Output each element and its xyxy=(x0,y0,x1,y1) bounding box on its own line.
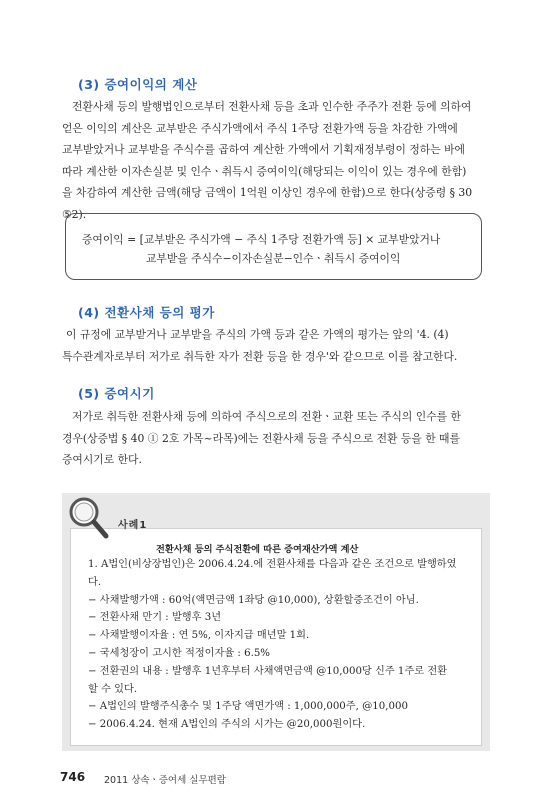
paragraph-line: 이 규정에 교부받거나 교부받을 주식의 가액 등과 같은 가액의 평가는 앞의 '4. (4) xyxy=(66,328,449,341)
example-line: − 2006.4.24. 현재 A법인의 주식의 시가는 @20,000원이다. xyxy=(88,719,366,731)
section-5-paragraph xyxy=(62,406,488,471)
paragraph-line: 따라 계산한 이자손실분 및 인수ㆍ취득시 증여이익(해당되는 이익이 있는 경우에 한함) xyxy=(62,164,467,178)
book-title: 2011 상속ㆍ증여세 실무편람 xyxy=(104,775,226,786)
example-line: 다. xyxy=(88,576,102,588)
section-5-heading: (5) 증여시기 xyxy=(78,386,155,401)
example-line: − 국세청장이 고시한 적정이자율 : 6.5% xyxy=(88,647,270,659)
formula-box xyxy=(65,213,482,280)
paragraph-line: ⑤2). xyxy=(62,207,87,221)
example-title: 전환사채 등의 주식전환에 따른 증여재산가액 계산 xyxy=(156,544,359,555)
example-line: − 사채발행가액 : 60억(액면금액 1좌당 @10,000), 상환할증조건이 아님. xyxy=(88,594,419,606)
paragraph-line: 교부받았거나 교부받을 주식수를 곱하여 계산한 가액에서 기획재정부령이 정하는 바에 xyxy=(62,143,465,156)
example-line: 1. A법인(비상장법인)은 2006.4.24.에 전환사채를 다음과 같은 조건으로 발행하였 xyxy=(88,559,457,570)
formula-line-1: 증여이익 = [교부받은 주식가액 − 주식 1주당 전환가액 등] × 교부받았거나 xyxy=(82,233,441,246)
paragraph-line: 을 차감하여 계산한 금액(해당 금액이 1억원 이상인 경우에 한함)으로 한다(상증령 § 30 xyxy=(62,186,473,199)
section-3-heading: (3) 증여이익의 계산 xyxy=(78,77,198,92)
page-number: 746 xyxy=(60,770,86,784)
example-line: 할 수 있다. xyxy=(88,683,138,695)
paragraph-line: 전환사채 등의 발행법인으로부터 전환사채 등을 초과 인수한 주주가 전환 등에 의하여 xyxy=(72,100,472,113)
example-body xyxy=(88,556,480,734)
paragraph-line: 특수관계자로부터 저가로 취득한 자가 전환 등을 한 경우'와 같으므로 이를 참고한다. xyxy=(62,349,458,363)
example-line: − 전환권의 내용 : 발행후 1년후부터 사채액면금액 @10,000당 신주 1주로 전환 xyxy=(88,665,448,677)
example-tag: 사례1 xyxy=(118,520,148,531)
example-line: − 사채발행이자율 : 연 5%, 이자지급 매년말 1회. xyxy=(88,630,310,642)
formula-line-2: 교부받을 주식수−이자손실분−인수ㆍ취득시 증여이익 xyxy=(146,252,401,265)
example-line: − A법인의 발행주식총수 및 1주당 액면가액 : 1,000,000주, @10,000 xyxy=(88,701,408,713)
magnifier-icon xyxy=(66,494,110,542)
section-3-paragraph xyxy=(62,96,488,225)
example-line: − 전환사채 만기 : 발행후 3년 xyxy=(88,612,222,624)
paragraph-line: 저가로 취득한 전환사채 등에 의하여 주식으로의 전환ㆍ교환 또는 주식의 인수를 한 xyxy=(72,410,461,423)
section-4-paragraph xyxy=(62,324,488,367)
paragraph-line: 경우(상증법 § 40 ① 2호 가목~라목)에는 전환사채 등을 주식으로 전환 등을 한 때를 xyxy=(62,431,460,445)
paragraph-line: 증여시기로 한다. xyxy=(62,453,142,466)
paragraph-line: 얻은 이익의 계산은 교부받은 주식가액에서 주식 1주당 전환가액 등을 차감한 가액에 xyxy=(62,121,458,135)
section-4-heading: (4) 전환사채 등의 평가 xyxy=(78,305,215,320)
